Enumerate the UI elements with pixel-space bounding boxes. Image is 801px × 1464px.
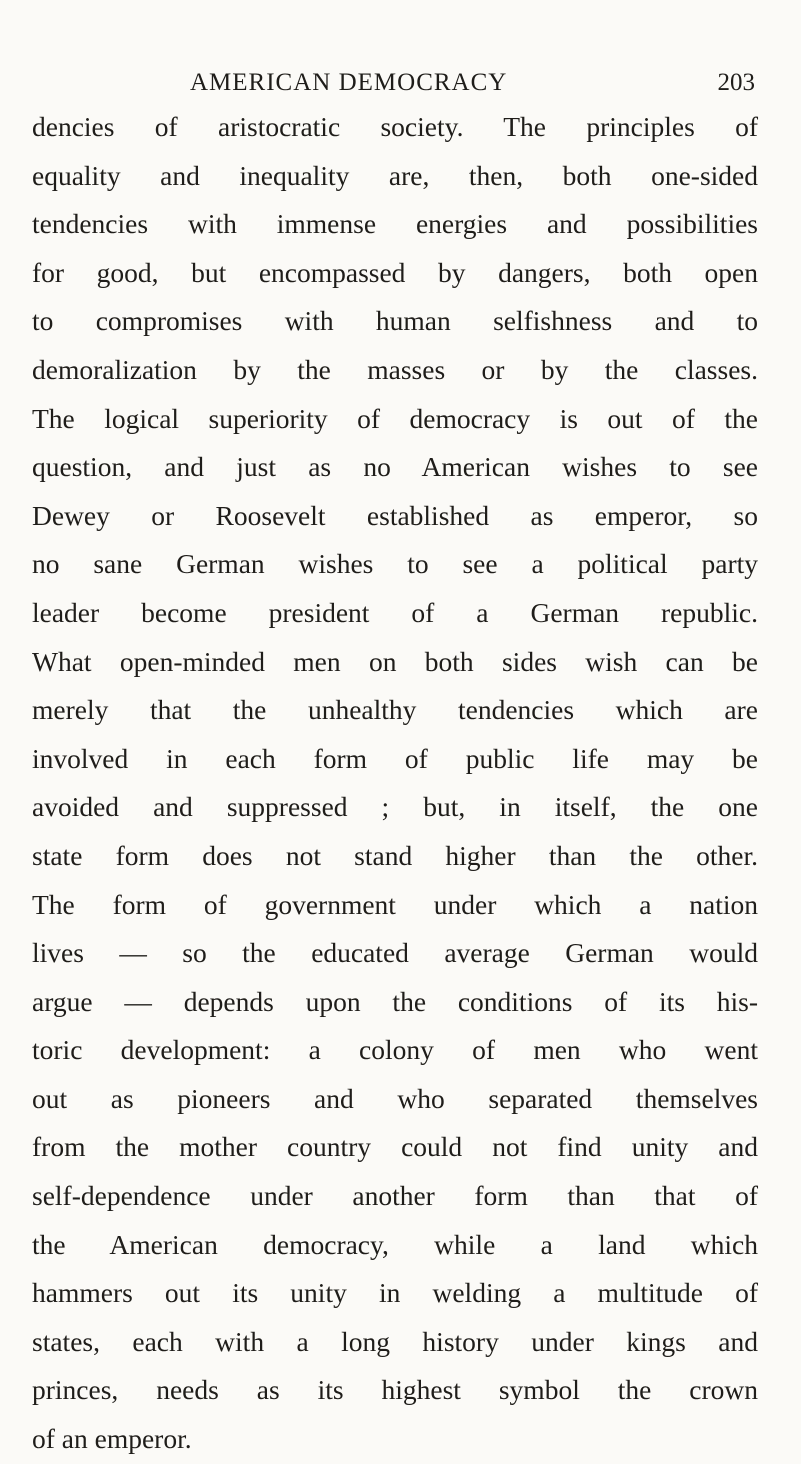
text-line: the American democracy, while a land which (32, 1228, 758, 1260)
text-line: The form of government under which a nation (32, 888, 758, 920)
text-line: equality and inequality are, then, both one-sided (32, 159, 758, 191)
text-line: from the mother country could not find unity and (32, 1131, 758, 1163)
text-line: demoralization by the masses or by the classes. (32, 353, 758, 385)
text-line: Dewey or Roosevelt established as emperor, so (32, 499, 758, 531)
text-line: involved in each form of public life may be (32, 742, 758, 774)
text-line: princes, needs as its highest symbol the crown (32, 1374, 758, 1406)
text-line: argue — depends upon the conditions of its his- (32, 985, 758, 1017)
text-line: tendencies with immense energies and possibilities (32, 208, 758, 240)
body-paragraph (32, 103, 758, 1464)
text-line: The logical superiority of democracy is out of the (32, 402, 758, 434)
text-line: of an emperor. (32, 1423, 192, 1455)
text-line: hammers out its unity in welding a multitude of (32, 1277, 758, 1309)
text-line: lives — so the educated average German would (32, 937, 758, 969)
running-title: AMERICAN DEMOCRACY (190, 69, 508, 96)
text-line: out as pioneers and who separated themselves (32, 1082, 758, 1114)
text-line: What open-minded men on both sides wish can be (32, 645, 758, 677)
text-line: merely that the unhealthy tendencies which are (32, 694, 758, 726)
running-head (190, 66, 755, 100)
text-line: state form does not stand higher than the other. (32, 839, 758, 871)
text-line: leader become president of a German republic. (32, 596, 758, 628)
page-number: 203 (717, 69, 755, 96)
text-line: avoided and suppressed ; but, in itself, the one (32, 791, 758, 823)
text-line: self-dependence under another form than that of (32, 1180, 758, 1212)
text-line: question, and just as no American wishes to see (32, 451, 758, 483)
text-line: for good, but encompassed by dangers, both open (32, 256, 758, 288)
text-line: toric development: a colony of men who went (32, 1034, 758, 1066)
text-line: states, each with a long history under kings and (32, 1325, 758, 1357)
text-line: dencies of aristocratic society. The principles of (32, 111, 758, 142)
text-line: to compromises with human selfishness and to (32, 305, 758, 337)
text-line: no sane German wishes to see a political party (32, 548, 758, 580)
